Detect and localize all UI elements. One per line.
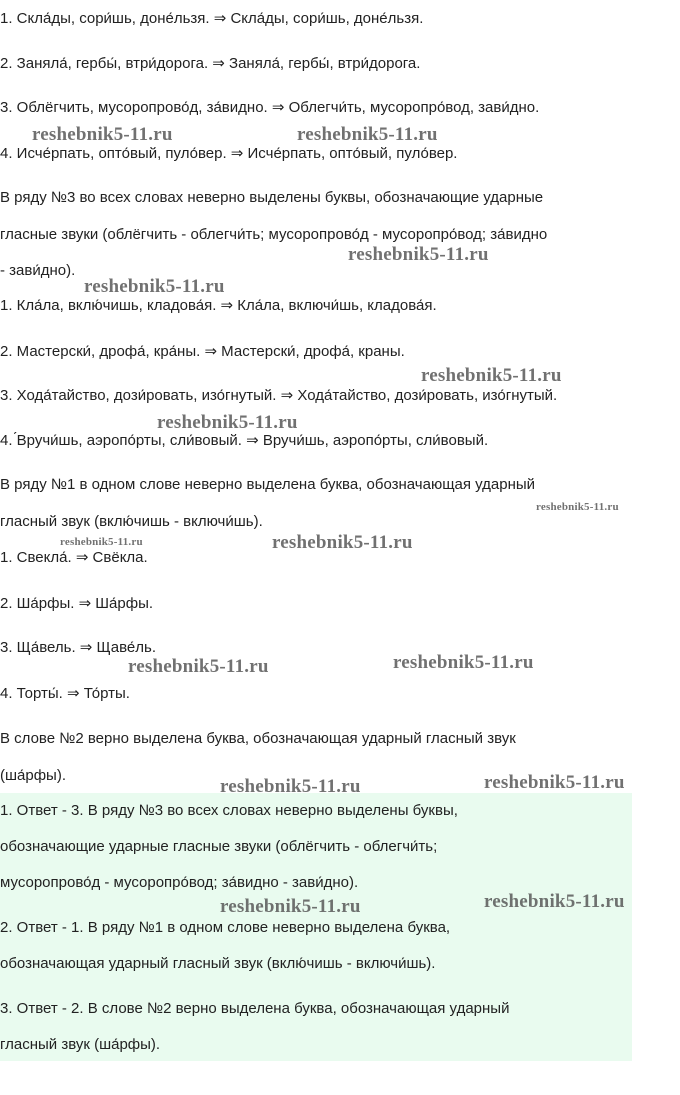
exercise-line: 1. Скла́ды, сори́шь, доне́льзя. ⇒ Скла́ды, сори́шь, доне́льзя. [0,10,424,27]
exercise-line: - зави́дно). [0,262,76,279]
watermark-text: reshebnik5-11.ru [220,896,361,917]
watermark-text: reshebnik5-11.ru [84,276,225,297]
exercise-line: 4. Исче́рпать, опто́вый, пуло́вер. ⇒ Исче́рпать, опто́вый, пуло́вер. [0,145,458,162]
exercise-line: 4. ́Вручи́шь, аэропо́рты, сли́вовый. ⇒ Вручи́шь, аэропо́рты, сли́вовый. [0,432,489,449]
watermark-text: reshebnik5-11.ru [421,365,562,386]
exercise-line: 1. Кла́ла, вклю́чишь, кладова́я. ⇒ Кла́ла, включи́шь, кладова́я. [0,297,437,314]
answer-line: обозначающая ударный гласный звук (вклю́чишь - включи́шь). [0,955,436,972]
answer-line: 2. Ответ - 1. В ряду №1 в одном слове неверно выделена буква, [0,919,451,936]
answer-line: обозначающие ударные гласные звуки (облёгчить - облегчи́ть; [0,838,438,855]
watermark-text: reshebnik5-11.ru [60,536,143,548]
exercise-line: 3. Хода́тайство, дози́ровать, изо́гнутый. ⇒ Хода́тайство, дози́ровать, изо́гнутый. [0,387,558,404]
answer-line: 3. Ответ - 2. В слове №2 верно выделена буква, обозначающая ударный [0,1000,510,1017]
exercise-line: 3. Облёгчить, мусоропрово́д, за́видно. ⇒ Облегчи́ть, мусоропро́вод, зави́дно. [0,99,540,116]
exercise-line: В слове №2 верно выделена буква, обозначающая ударный гласный звук [0,730,516,747]
exercise-line: 2. Ша́рфы. ⇒ Ша́рфы. [0,595,154,612]
answer-line: 1. Ответ - 3. В ряду №3 во всех словах неверно выделены буквы, [0,802,458,819]
exercise-line: гласные звуки (облёгчить - облегчи́ть; мусоропрово́д - мусоропро́вод; за́видно [0,226,548,243]
exercise-line: В ряду №3 во всех словах неверно выделены буквы, обозначающие ударные [0,189,544,206]
exercise-line: 2. Мастерски́, дрофа́, кра́ны. ⇒ Мастерски́, дрофа́, краны. [0,343,405,360]
exercise-line: В ряду №1 в одном слове неверно выделена буква, обозначающая ударный [0,476,536,493]
exercise-line: гласный звук (вклю́чишь - включи́шь). [0,513,263,530]
exercise-line: 3. Ща́вель. ⇒ Щаве́ль. [0,639,156,656]
watermark-text: reshebnik5-11.ru [220,776,361,797]
watermark-text: reshebnik5-11.ru [348,244,489,265]
watermark-text: reshebnik5-11.ru [484,891,625,912]
exercise-line: 2. Заняла́, гербы́, втри́дорога. ⇒ Заняла́, гербы́, втри́дорога. [0,55,421,72]
watermark-text: reshebnik5-11.ru [128,656,269,677]
watermark-text: reshebnik5-11.ru [272,532,413,553]
exercise-line: 4. Торты́. ⇒ То́рты. [0,685,130,702]
watermark-text: reshebnik5-11.ru [297,124,438,145]
answer-line: мусоропрово́д - мусоропро́вод; за́видно - зави́дно). [0,874,359,891]
exercise-line: 1. Свекла́. ⇒ Свёкла. [0,549,148,566]
watermark-text: reshebnik5-11.ru [157,412,298,433]
watermark-text: reshebnik5-11.ru [484,772,625,793]
exercise-line: (ша́рфы). [0,767,66,784]
answer-line: гласный звук (ша́рфы). [0,1036,161,1053]
watermark-text: reshebnik5-11.ru [393,652,534,673]
watermark-text: reshebnik5-11.ru [536,501,619,513]
watermark-text: reshebnik5-11.ru [32,124,173,145]
